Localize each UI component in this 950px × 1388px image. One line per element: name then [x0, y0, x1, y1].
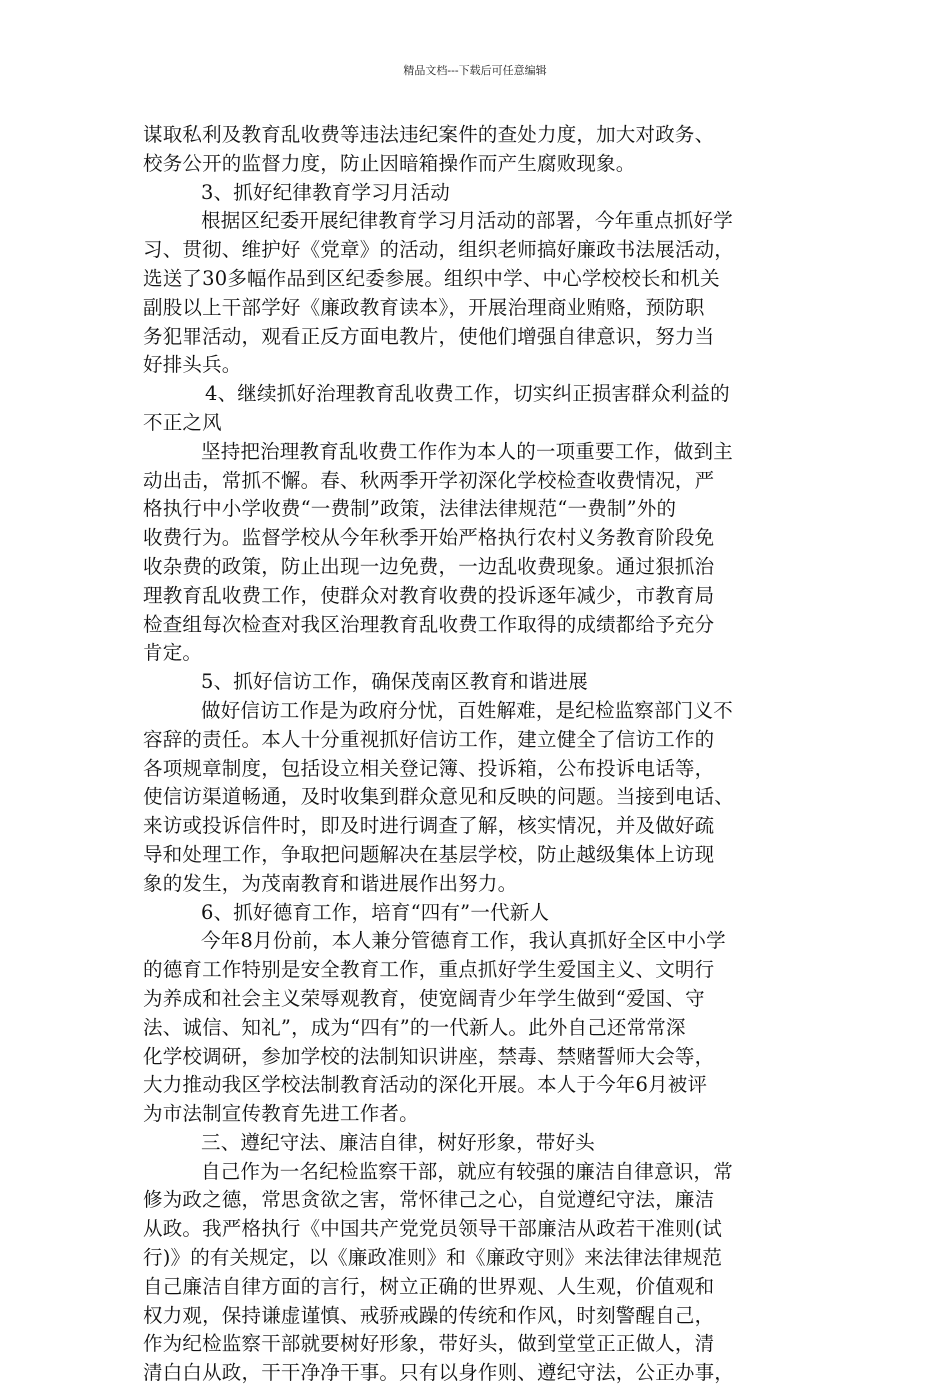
text-line: 收杂费的政策，防止出现一边免费，一边乱收费现象。通过狠抓治 [143, 554, 715, 578]
text-line: 法、诚信、知礼”，成为“四有”的一代新人。此外自己还常常深 [143, 1015, 686, 1039]
text-line: 校务公开的监督力度，防止因暗箱操作而产生腐败现象。 [143, 151, 636, 175]
text-line: 不正之风 [143, 410, 222, 434]
text-line: 检查组每次检查对我区治理教育乱收费工作取得的成绩都给予充分 [143, 612, 715, 636]
text-line: 象的发生，为茂南教育和谐进展作出努力。 [143, 871, 518, 895]
text-line: 选送了30多幅作品到区纪委参展。组织中学、中心学校校长和机关 [143, 266, 720, 290]
text-line: 化学校调研，参加学校的法制知识讲座，禁毒、禁赌誓师大会等， [143, 1044, 715, 1068]
text-line: 格执行中小学收费“一费制”政策，法律法律规范“一费制”外的 [143, 497, 677, 521]
text-line: 好排头兵。 [143, 353, 242, 377]
text-line: 习、贯彻、维护好《党章》的活动，组织老师搞好廉政书法展活动， [143, 238, 735, 262]
text-line: 肯定。 [143, 641, 203, 665]
text-line: 谋取私利及教育乱收费等违法违纪案件的查处力度，加大对政务、 [143, 123, 715, 146]
text-line: 动出击，常抓不懈。春、秋两季开学初深化学校检查收费情况，严 [143, 468, 715, 492]
text-line: 导和处理工作，争取把问题解决在基层学校，防止越级集体上访现 [143, 842, 715, 866]
text-line: 5、抓好信访工作，确保茂南区教育和谐进展 [201, 670, 588, 694]
text-line: 行)》的有关规定，以《廉政准则》和《廉政守则》来法律法律规范 [143, 1246, 723, 1270]
text-line: 作为纪检监察干部就要树好形象，带好头，做到堂堂正正做人，清 [143, 1332, 715, 1356]
text-line: 4、继续抓好治理教育乱收费工作，切实纠正损害群众利益的 [205, 382, 730, 406]
text-line: 6、抓好德育工作，培育“四有”一代新人 [201, 900, 550, 924]
text-line: 修为政之德，常思贪欲之害，常怀律己之心，自觉遵纪守法，廉洁 [143, 1188, 715, 1212]
text-line: 理教育乱收费工作，使群众对教育收费的投诉逐年减少，市教育局 [143, 583, 715, 607]
text-line: 大力推动我区学校法制教育活动的深化开展。本人于今年6月被评 [143, 1073, 708, 1097]
text-line: 务犯罪活动，观看正反方面电教片，使他们增强自律意识，努力当 [143, 324, 715, 348]
text-line: 今年8月份前，本人兼分管德育工作，我认真抓好全区中小学 [201, 929, 726, 953]
document-body [143, 121, 823, 1388]
text-line: 收费行为。监督学校从今年秋季开始严格执行农村义务教育阶段免 [143, 526, 715, 550]
text-line: 清白白从政，干干净净干事。只有以身作则、遵纪守法，公正办事， [143, 1361, 735, 1385]
text-line: 各项规章制度，包括设立相关登记簿、投诉箱，公布投诉电话等， [143, 756, 715, 780]
text-line: 根据区纪委开展纪律教育学习月活动的部署，今年重点抓好学 [201, 209, 733, 233]
text-line: 来访或投诉信件时，即及时进行调查了解，核实情况，并及做好疏 [143, 814, 715, 838]
text-line: 从政。我严格执行《中国共产党党员领导干部廉洁从政若干准则(试 [143, 1217, 723, 1241]
text-line: 为养成和社会主义荣辱观教育，使宽阔青少年学生做到“爱国、守 [143, 986, 705, 1010]
text-line: 容辞的责任。本人十分重视抓好信访工作，建立健全了信访工作的 [143, 727, 715, 751]
text-line: 使信访渠道畅通，及时收集到群众意见和反映的问题。当接到电话、 [143, 785, 735, 809]
text-line: 3、抓好纪律教育学习月活动 [201, 180, 451, 204]
text-line: 的德育工作特别是安全教育工作，重点抓好学生爱国主义、文明行 [143, 958, 715, 982]
text-line: 为市法制宣传教育先进工作者。 [143, 1102, 419, 1126]
text-line: 自己作为一名纪检监察干部，就应有较强的廉洁自律意识，常 [201, 1159, 733, 1183]
text-line: 坚持把治理教育乱收费工作作为本人的一项重要工作，做到主 [201, 439, 733, 463]
text-line: 权力观，保持谦虚谨慎、戒骄戒躁的传统和作风，时刻警醒自己， [143, 1303, 715, 1327]
page-header: 精品文档---下载后可任意编辑 [403, 64, 547, 77]
text-line: 自己廉洁自律方面的言行，树立正确的世界观、人生观，价值观和 [143, 1274, 715, 1298]
text-line: 做好信访工作是为政府分忧，百姓解难，是纪检监察部门义不 [201, 698, 733, 722]
text-line: 三、遵纪守法、廉洁自律，树好形象，带好头 [201, 1130, 596, 1154]
text-line: 副股以上干部学好《廉政教育读本》，开展治理商业贿赂，预防职 [143, 295, 705, 319]
